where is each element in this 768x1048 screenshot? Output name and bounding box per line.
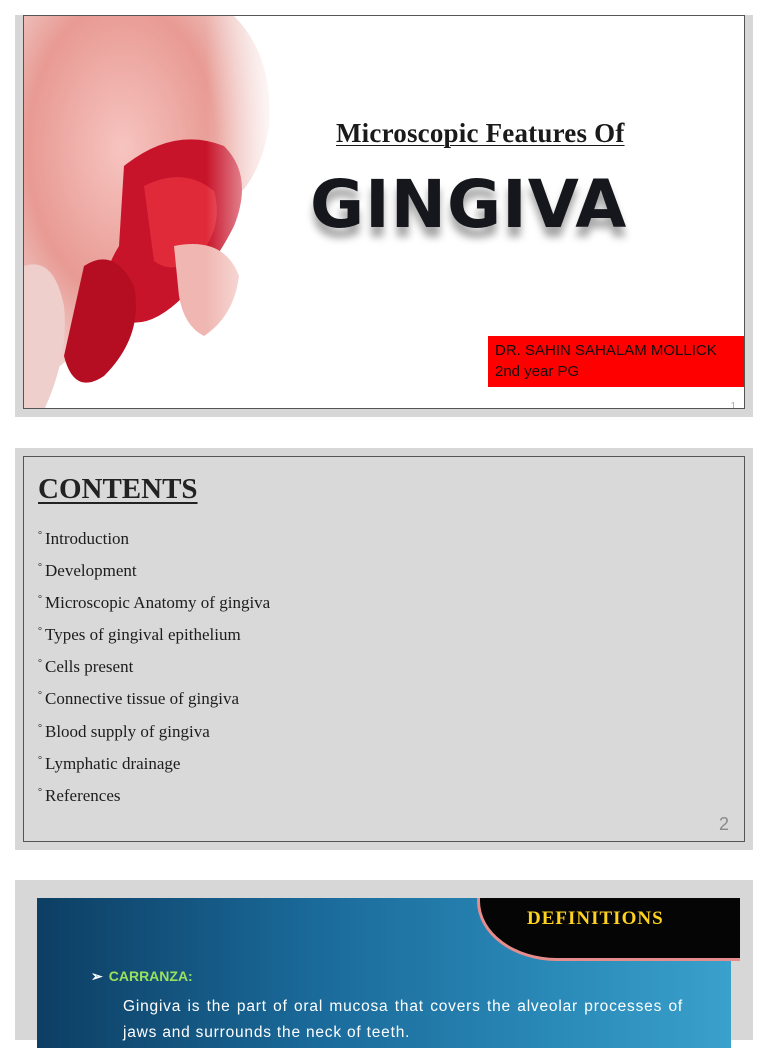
page-number: 1 — [730, 401, 736, 409]
bullet-icon: ° — [38, 722, 42, 734]
list-item: ° Blood supply of gingiva — [38, 721, 210, 741]
bullet-icon: ° — [38, 690, 42, 702]
bullet-icon: ° — [38, 754, 42, 766]
slide-3 — [15, 880, 753, 1040]
bullet-icon: ° — [38, 594, 42, 606]
bullet-icon: ° — [38, 658, 42, 670]
author-year: 2nd year PG — [495, 363, 580, 380]
page-number: 2 — [718, 814, 729, 834]
definition-text: Gingiva is the part of oral mucosa that covers the alveolar processes of jaws and surrounds the neck of teeth. — [123, 998, 683, 1041]
contents-heading: CONTENTS — [38, 473, 198, 505]
slide-1 — [15, 15, 753, 417]
list-item: ° References — [38, 785, 121, 805]
bullet-icon: ° — [38, 562, 42, 574]
list-item: ° Types of gingival epithelium — [38, 625, 241, 645]
source-label: ➢ CARRANZA: — [91, 968, 193, 984]
list-item: ° Introduction — [38, 529, 130, 548]
list-item: ° Microscopic Anatomy of gingiva — [38, 593, 271, 613]
author-box — [488, 336, 745, 387]
title-line-2: GINGIVA — [310, 166, 628, 243]
contents-slide — [23, 456, 745, 842]
author-name: DR. SAHIN SAHALAM MOLLICK — [495, 342, 717, 359]
list-item: ° Cells present — [38, 657, 134, 677]
title-line-1: Microscopic Features Of — [336, 118, 625, 148]
slide-background — [37, 898, 731, 1048]
contents-list — [38, 529, 270, 818]
definitions-slide — [23, 888, 745, 1048]
definitions-heading: DEFINITIONS — [527, 908, 664, 929]
title-slide — [23, 15, 745, 409]
arrow-bullet-icon: ➢ — [91, 968, 103, 984]
gingiva-photo — [24, 16, 284, 409]
bullet-icon: ° — [38, 626, 42, 638]
bullet-icon: ° — [38, 786, 42, 798]
bullet-icon: ° — [38, 530, 42, 541]
list-item: ° Development — [38, 561, 137, 581]
slide-2 — [15, 448, 753, 850]
list-item: ° Connective tissue of gingiva — [38, 689, 240, 709]
list-item: ° Lymphatic drainage — [38, 753, 181, 773]
